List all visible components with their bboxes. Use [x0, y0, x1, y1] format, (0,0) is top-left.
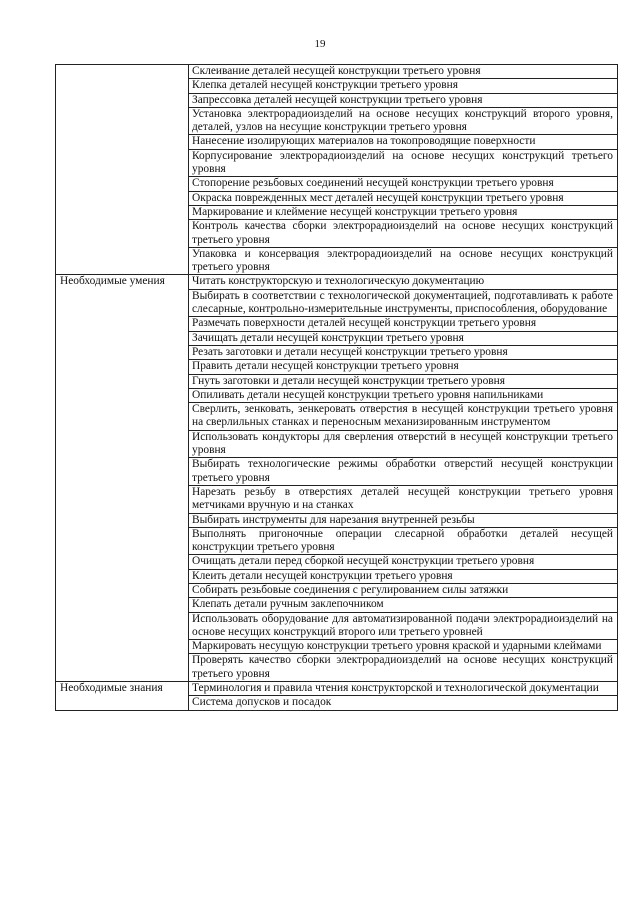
table-cell: Читать конструкторскую и технологическую документацию [189, 275, 618, 289]
table-cell: Установка электрорадиоизделий на основе несущих конструкций второго уровня, деталей, узлов на несущие конструкции третьего уровня [189, 107, 618, 135]
table-cell: Стопорение резьбовых соединений несущей конструкции третьего уровня [189, 177, 618, 191]
table-body [56, 65, 618, 711]
table-cell: Проверять качество сборки электрорадиоизделий на основе несущих конструкций третьего уровня [189, 654, 618, 682]
table-cell: Терминология и правила чтения конструкторской и технологической документации [189, 682, 618, 696]
table-cell: Выполнять пригоночные операции слесарной обработки деталей несущей конструкции третьего уровня [189, 527, 618, 555]
section-label: Необходимые знания [56, 682, 189, 711]
table-row [56, 65, 618, 79]
table-cell: Очищать детали перед сборкой несущей конструкции третьего уровня [189, 555, 618, 569]
table-cell: Упаковка и консервация электрорадиоизделий на основе несущих конструкций третьего уровня [189, 247, 618, 275]
page-number: 19 [314, 38, 326, 50]
table-cell: Опиливать детали несущей конструкции третьего уровня напильниками [189, 388, 618, 402]
table-cell: Нанесение изолирующих материалов на токопроводящие поверхности [189, 135, 618, 149]
table-cell: Клепка деталей несущей конструкции третьего уровня [189, 79, 618, 93]
table-cell: Склеивание деталей несущей конструкции третьего уровня [189, 65, 618, 79]
competency-table [55, 64, 618, 711]
table-cell: Маркировать несущую конструкции третьего уровня краской и ударными клеймами [189, 640, 618, 654]
table-cell: Нарезать резьбу в отверстиях деталей несущей конструкции третьего уровня метчиками вручную и на станках [189, 485, 618, 513]
table-cell: Контроль качества сборки электрорадиоизделий на основе несущих конструкций третьего уровня [189, 220, 618, 248]
table-cell: Сверлить, зенковать, зенкеровать отверстия в несущей конструкции третьего уровня на сверлильных станках и переносным механизированным инструментом [189, 403, 618, 431]
table-cell: Маркирование и клеймение несущей конструкции третьего уровня [189, 205, 618, 219]
table-cell: Клепать детали ручным заклепочником [189, 598, 618, 612]
table-cell: Выбирать инструменты для нарезания внутренней резьбы [189, 513, 618, 527]
table-cell: Использовать оборудование для автоматизированной подачи электрорадиоизделий на основе несущих конструкций второго или третьего уровней [189, 612, 618, 640]
table-row [56, 682, 618, 696]
table-cell: Корпусирование электрорадиоизделий на основе несущих конструкций третьего уровня [189, 149, 618, 177]
table-cell: Окраска поврежденных мест деталей несущей конструкции третьего уровня [189, 191, 618, 205]
section-label [56, 65, 189, 275]
table-cell: Запрессовка деталей несущей конструкции третьего уровня [189, 93, 618, 107]
table-row [56, 275, 618, 289]
table-cell: Резать заготовки и детали несущей конструкции третьего уровня [189, 345, 618, 359]
table-cell: Размечать поверхности деталей несущей конструкции третьего уровня [189, 317, 618, 331]
table-cell: Править детали несущей конструкции третьего уровня [189, 360, 618, 374]
table-cell: Система допусков и посадок [189, 696, 618, 710]
table-cell: Выбирать в соответствии с технологической документацией, подготавливать к работе слесарные, контрольно-измерительные инструменты, приспособления, оборудование [189, 289, 618, 317]
table-cell: Выбирать технологические режимы обработки отверстий несущей конструкции третьего уровня [189, 458, 618, 486]
table-cell: Гнуть заготовки и детали несущей конструкции третьего уровня [189, 374, 618, 388]
table-cell: Клеить детали несущей конструкции третьего уровня [189, 569, 618, 583]
table-cell: Использовать кондукторы для сверления отверстий в несущей конструкции третьего уровня [189, 430, 618, 458]
table-cell: Зачищать детали несущей конструкции третьего уровня [189, 331, 618, 345]
table-cell: Собирать резьбовые соединения с регулированием силы затяжки [189, 583, 618, 597]
section-label: Необходимые умения [56, 275, 189, 682]
